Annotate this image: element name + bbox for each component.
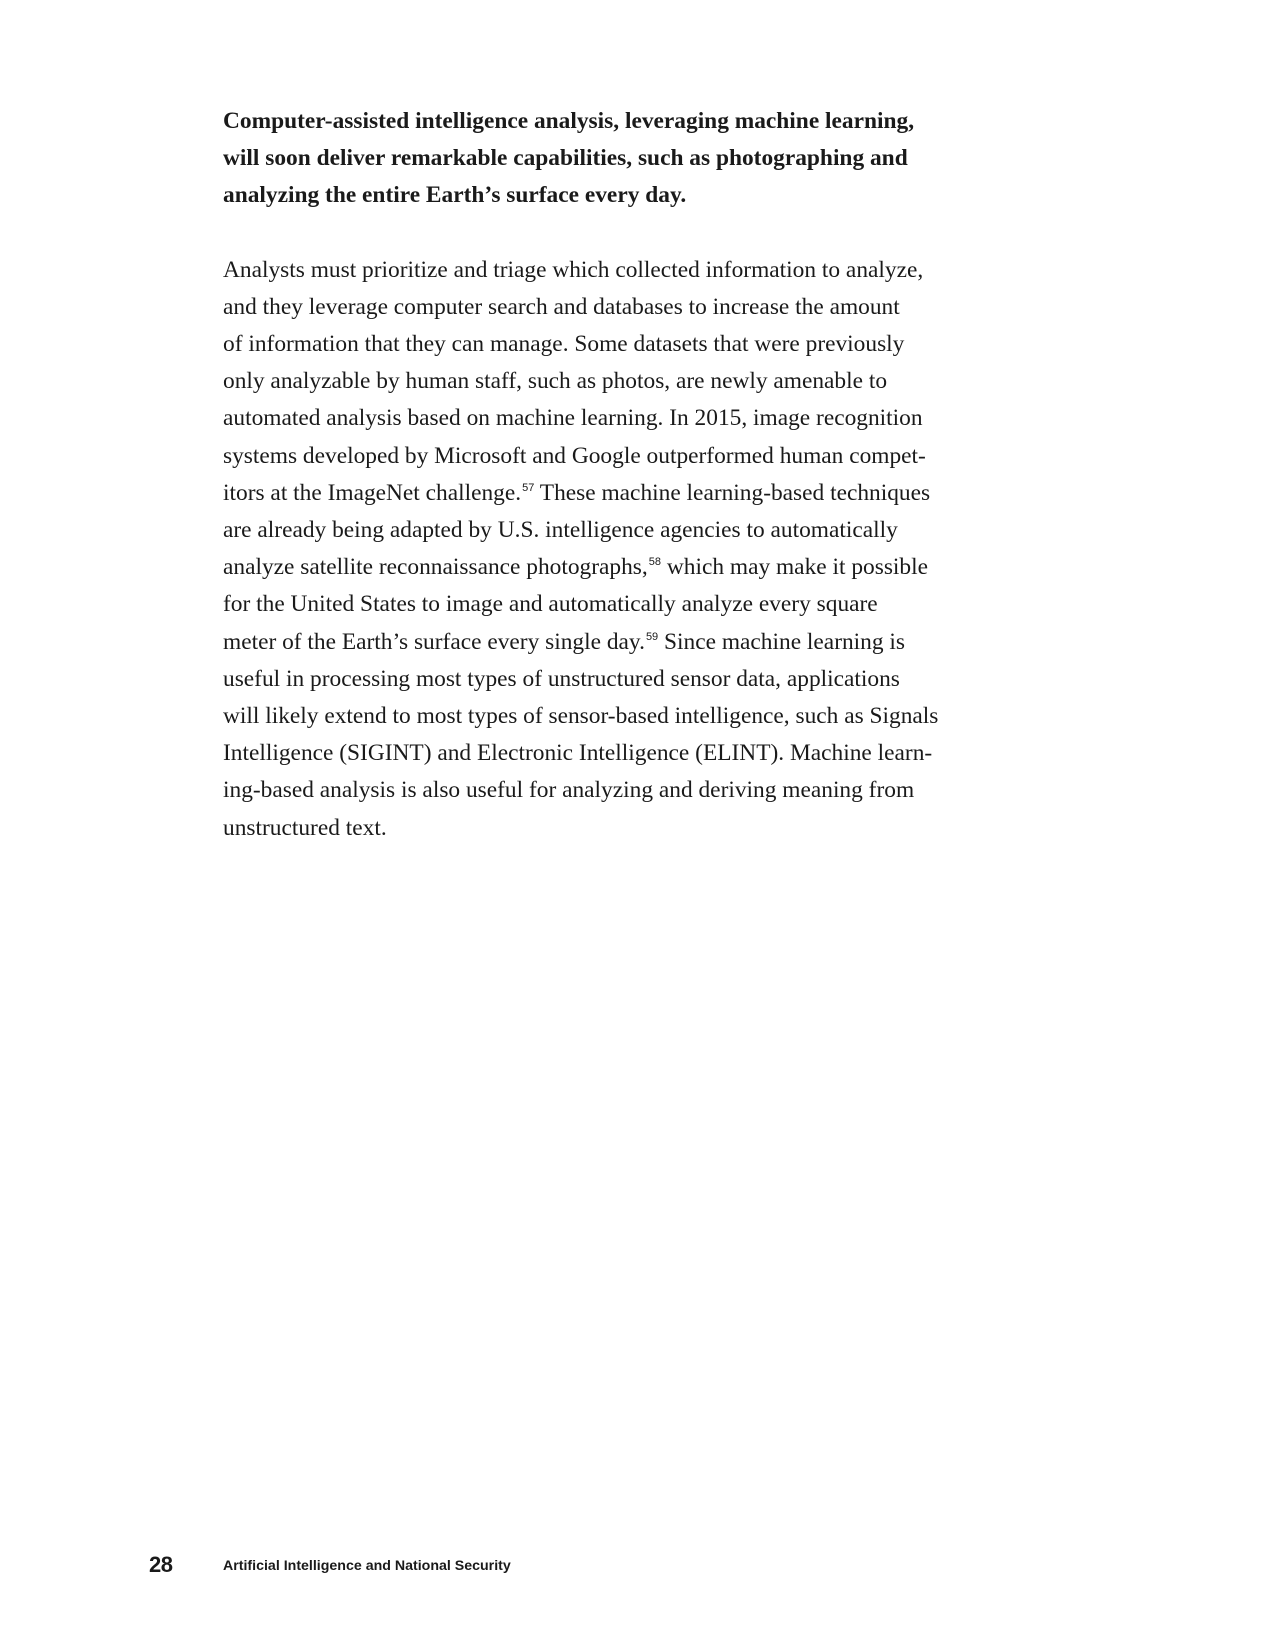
body-line xyxy=(223,549,983,586)
body-paragraph xyxy=(223,252,983,847)
body-line xyxy=(223,661,983,698)
body-line-text: itors at the ImageNet challenge. xyxy=(223,479,522,506)
body-line xyxy=(223,289,983,326)
body-line-text: automated analysis based on machine learning. In 2015, image recognition xyxy=(223,405,923,432)
body-line-text: These machine learning-based techniques xyxy=(534,479,931,506)
body-line xyxy=(223,624,983,661)
footnote-marker: 57 xyxy=(522,481,535,494)
body-line xyxy=(223,772,983,809)
body-line-text: only analyzable by human staff, such as photos, are newly amenable to xyxy=(223,368,888,395)
body-line-text: Since machine learning is xyxy=(658,628,906,655)
running-title: Artificial Intelligence and National Security xyxy=(223,1558,511,1574)
lead-line: will soon deliver remarkable capabilities, such as photographing and xyxy=(223,145,908,172)
page-footer xyxy=(0,1552,1275,1582)
footnote-marker: 59 xyxy=(645,630,659,643)
body-line-text: which may make it possible xyxy=(661,554,929,581)
body-line-text: systems developed by Microsoft and Google outperformed human compet- xyxy=(223,442,926,469)
body-line-text: of information that they can manage. Some datasets that were previously xyxy=(223,331,905,358)
body-line-text: Intelligence (SIGINT) and Electronic Intelligence (ELINT). Machine learn- xyxy=(223,740,933,767)
body-line-text: and they leverage computer search and databases to increase the amount xyxy=(223,293,900,320)
body-line-text: useful in processing most types of unstructured sensor data, applications xyxy=(223,665,900,692)
body-line-text: will likely extend to most types of sensor-based intelligence, such as Signals xyxy=(223,703,939,730)
page-number: 28 xyxy=(149,1552,173,1577)
body-line xyxy=(223,512,983,549)
body-line xyxy=(223,735,983,772)
body-line xyxy=(223,400,983,437)
body-line-text: unstructured text. xyxy=(223,814,387,841)
footnote-marker: 58 xyxy=(648,556,662,569)
body-line xyxy=(223,698,983,735)
body-line-text: analyze satellite reconnaissance photographs, xyxy=(223,554,648,581)
body-line xyxy=(223,326,983,363)
body-line-text: are already being adapted by U.S. intelligence agencies to automatically xyxy=(223,517,898,544)
body-line xyxy=(223,363,983,400)
body-line-text: for the United States to image and automatically analyze every square xyxy=(223,591,878,618)
lead-line: analyzing the entire Earth’s surface every day. xyxy=(223,182,687,209)
body-line xyxy=(223,252,983,289)
body-line xyxy=(223,810,983,847)
body-line-text: meter of the Earth’s surface every single day. xyxy=(223,628,645,655)
text-column xyxy=(223,103,983,847)
body-line xyxy=(223,586,983,623)
lead-line: Computer-assisted intelligence analysis, leveraging machine learning, xyxy=(223,108,915,134)
body-line-text: ing-based analysis is also useful for analyzing and deriving meaning from xyxy=(223,777,915,804)
lead-paragraph xyxy=(223,103,983,215)
body-line-text: Analysts must prioritize and triage which collected information to analyze, xyxy=(223,256,924,283)
body-line xyxy=(223,475,983,512)
body-line xyxy=(223,438,983,475)
